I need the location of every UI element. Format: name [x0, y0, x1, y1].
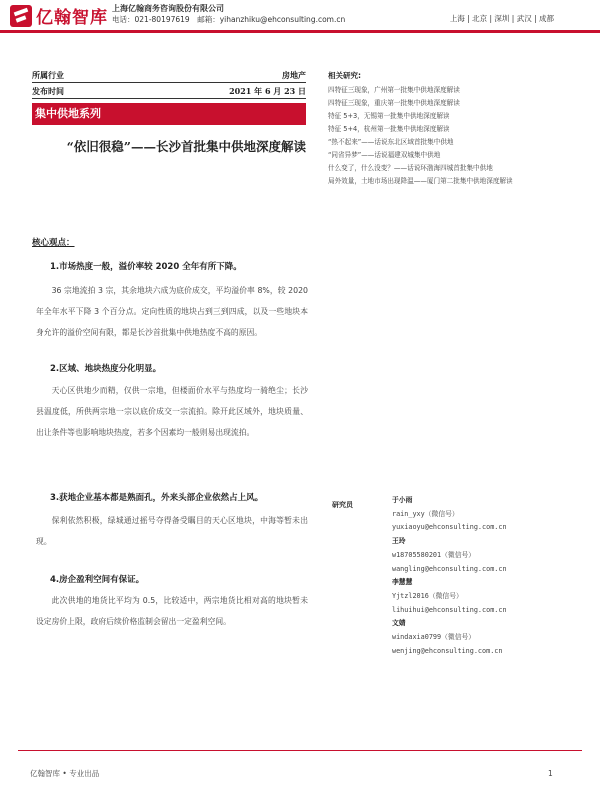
related-research-item[interactable]: 特征 5+3，无锡第一批集中供地深度解读 [328, 112, 450, 120]
analyst-email[interactable]: wangling@ehconsulting.com.cn [392, 564, 507, 573]
core-viewpoints-label: 核心观点： [32, 238, 75, 248]
analyst-email[interactable]: yuxiaoyu@ehconsulting.com.cn [392, 523, 507, 532]
report-title: “依旧很稳”——长沙首批集中供地深度解读 [66, 139, 306, 154]
related-research-item[interactable]: 局外效量，土地市场出现降温——厦门第二批集中供地深度解读 [328, 177, 513, 185]
industry-label: 所属行业 [32, 70, 64, 80]
logo-text: 亿翰智库 [36, 8, 108, 28]
related-research-item[interactable]: “同省异梦”——话说福建双城集中供地 [328, 151, 441, 159]
related-research-list [328, 84, 528, 188]
industry-row [32, 70, 306, 81]
analysts-label: 研究员 [332, 501, 353, 509]
company-name: 上海亿翰商务咨询股份有限公司 [112, 4, 224, 13]
analyst-name: 李慧慧 [392, 578, 413, 587]
analyst-wechat: Yjtzl2016（微信号） [392, 591, 463, 600]
analyst-wechat: w18705580201（微信号） [392, 550, 476, 559]
related-research-title: 相关研究: [328, 71, 361, 80]
point-body: 36 宗地流拍 3 宗，其余地块六成为底价成交，平均溢价率 8%，较 2020 年全年水平下降 3 个百分点。定向性质的地块占到三到四成，以及一些地块本身允许的溢价空间有限，都是长沙首批集中供地热度不高的原因。 [36, 286, 308, 337]
meta-divider [32, 98, 306, 99]
point-heading: 4.房企盈利空间有保证。 [50, 575, 145, 585]
analyst-name: 于小雨 [392, 496, 413, 504]
analyst-name: 文婧 [392, 619, 406, 628]
related-research-item[interactable]: 四特征三现象，重庆第一批集中供地深度解读 [328, 99, 460, 107]
analyst-wechat: windaxia0799（微信号） [392, 633, 476, 642]
point-heading: 1.市场热度一般，溢价率较 2020 全年有所下降。 [50, 262, 242, 272]
office-cities: 上海 | 北京 | 深圳 | 武汉 | 成都 [449, 14, 554, 23]
company-contact: 电话：021-80197619 邮箱：yihanzhiku@ehconsulting.com.cn [112, 15, 346, 24]
page-number: 1 [548, 769, 553, 778]
analyst-email[interactable]: lihuihui@ehconsulting.com.cn [392, 605, 507, 614]
related-research-item[interactable]: 四特征三现象，广州第一批集中供地深度解读 [328, 86, 460, 94]
point-heading: 2.区域、地块热度分化明显。 [50, 364, 162, 374]
related-research-item[interactable]: 特征 5+4，杭州第一批集中供地深度解读 [328, 125, 450, 133]
series-banner: 集中供地系列 [32, 103, 306, 125]
analyst-wechat: rain_yxy（微信号） [392, 509, 459, 518]
point-heading: 3.获地企业基本都是熟面孔，外来头部企业依然占上风。 [50, 493, 264, 503]
industry-value: 房地产 [282, 70, 306, 80]
analyst-email[interactable]: wenjing@ehconsulting.com.cn [392, 646, 503, 655]
meta-divider [32, 82, 306, 83]
analyst-name: 王玲 [392, 537, 406, 546]
company-logo [10, 3, 108, 28]
point-body: 此次供地的地货比平均为 0.5，比较适中，两宗地货比相对高的地块暂未设定房价上限，政府后续价格监制会留出一定盈利空间。 [36, 596, 308, 626]
related-research-item[interactable]: “热不起来”——话说东北区域首批集中供地 [328, 138, 454, 146]
analyst-list [392, 494, 562, 658]
date-label: 发布时间 [32, 86, 64, 96]
date-row [32, 86, 306, 97]
logo-mark-icon [10, 5, 32, 27]
footer-brand: 亿翰智库 • 专业出品 [30, 769, 100, 778]
company-info [112, 3, 345, 25]
header-divider [0, 30, 600, 33]
date-value: 2021 年 6 月 23 日 [229, 86, 306, 96]
point-body: 天心区供地少而精，仅供一宗地，但楼面价水平与热度均一骑绝尘；长沙县温度低，所供两宗地一宗以底价成交一宗流拍。除开此区域外，地块质量、出让条件等也影响地块热度，若多个因素均一般则易出现流拍。 [36, 386, 308, 437]
footer-divider [18, 750, 582, 751]
related-research-item[interactable]: 什么变了，什么没变？——话说环渤海四城首批集中供地 [328, 164, 493, 172]
page-header [0, 0, 600, 30]
point-body: 保利依然积极，绿城通过摇号夺得备受瞩目的天心区地块，中海等暂未出现。 [36, 516, 308, 546]
